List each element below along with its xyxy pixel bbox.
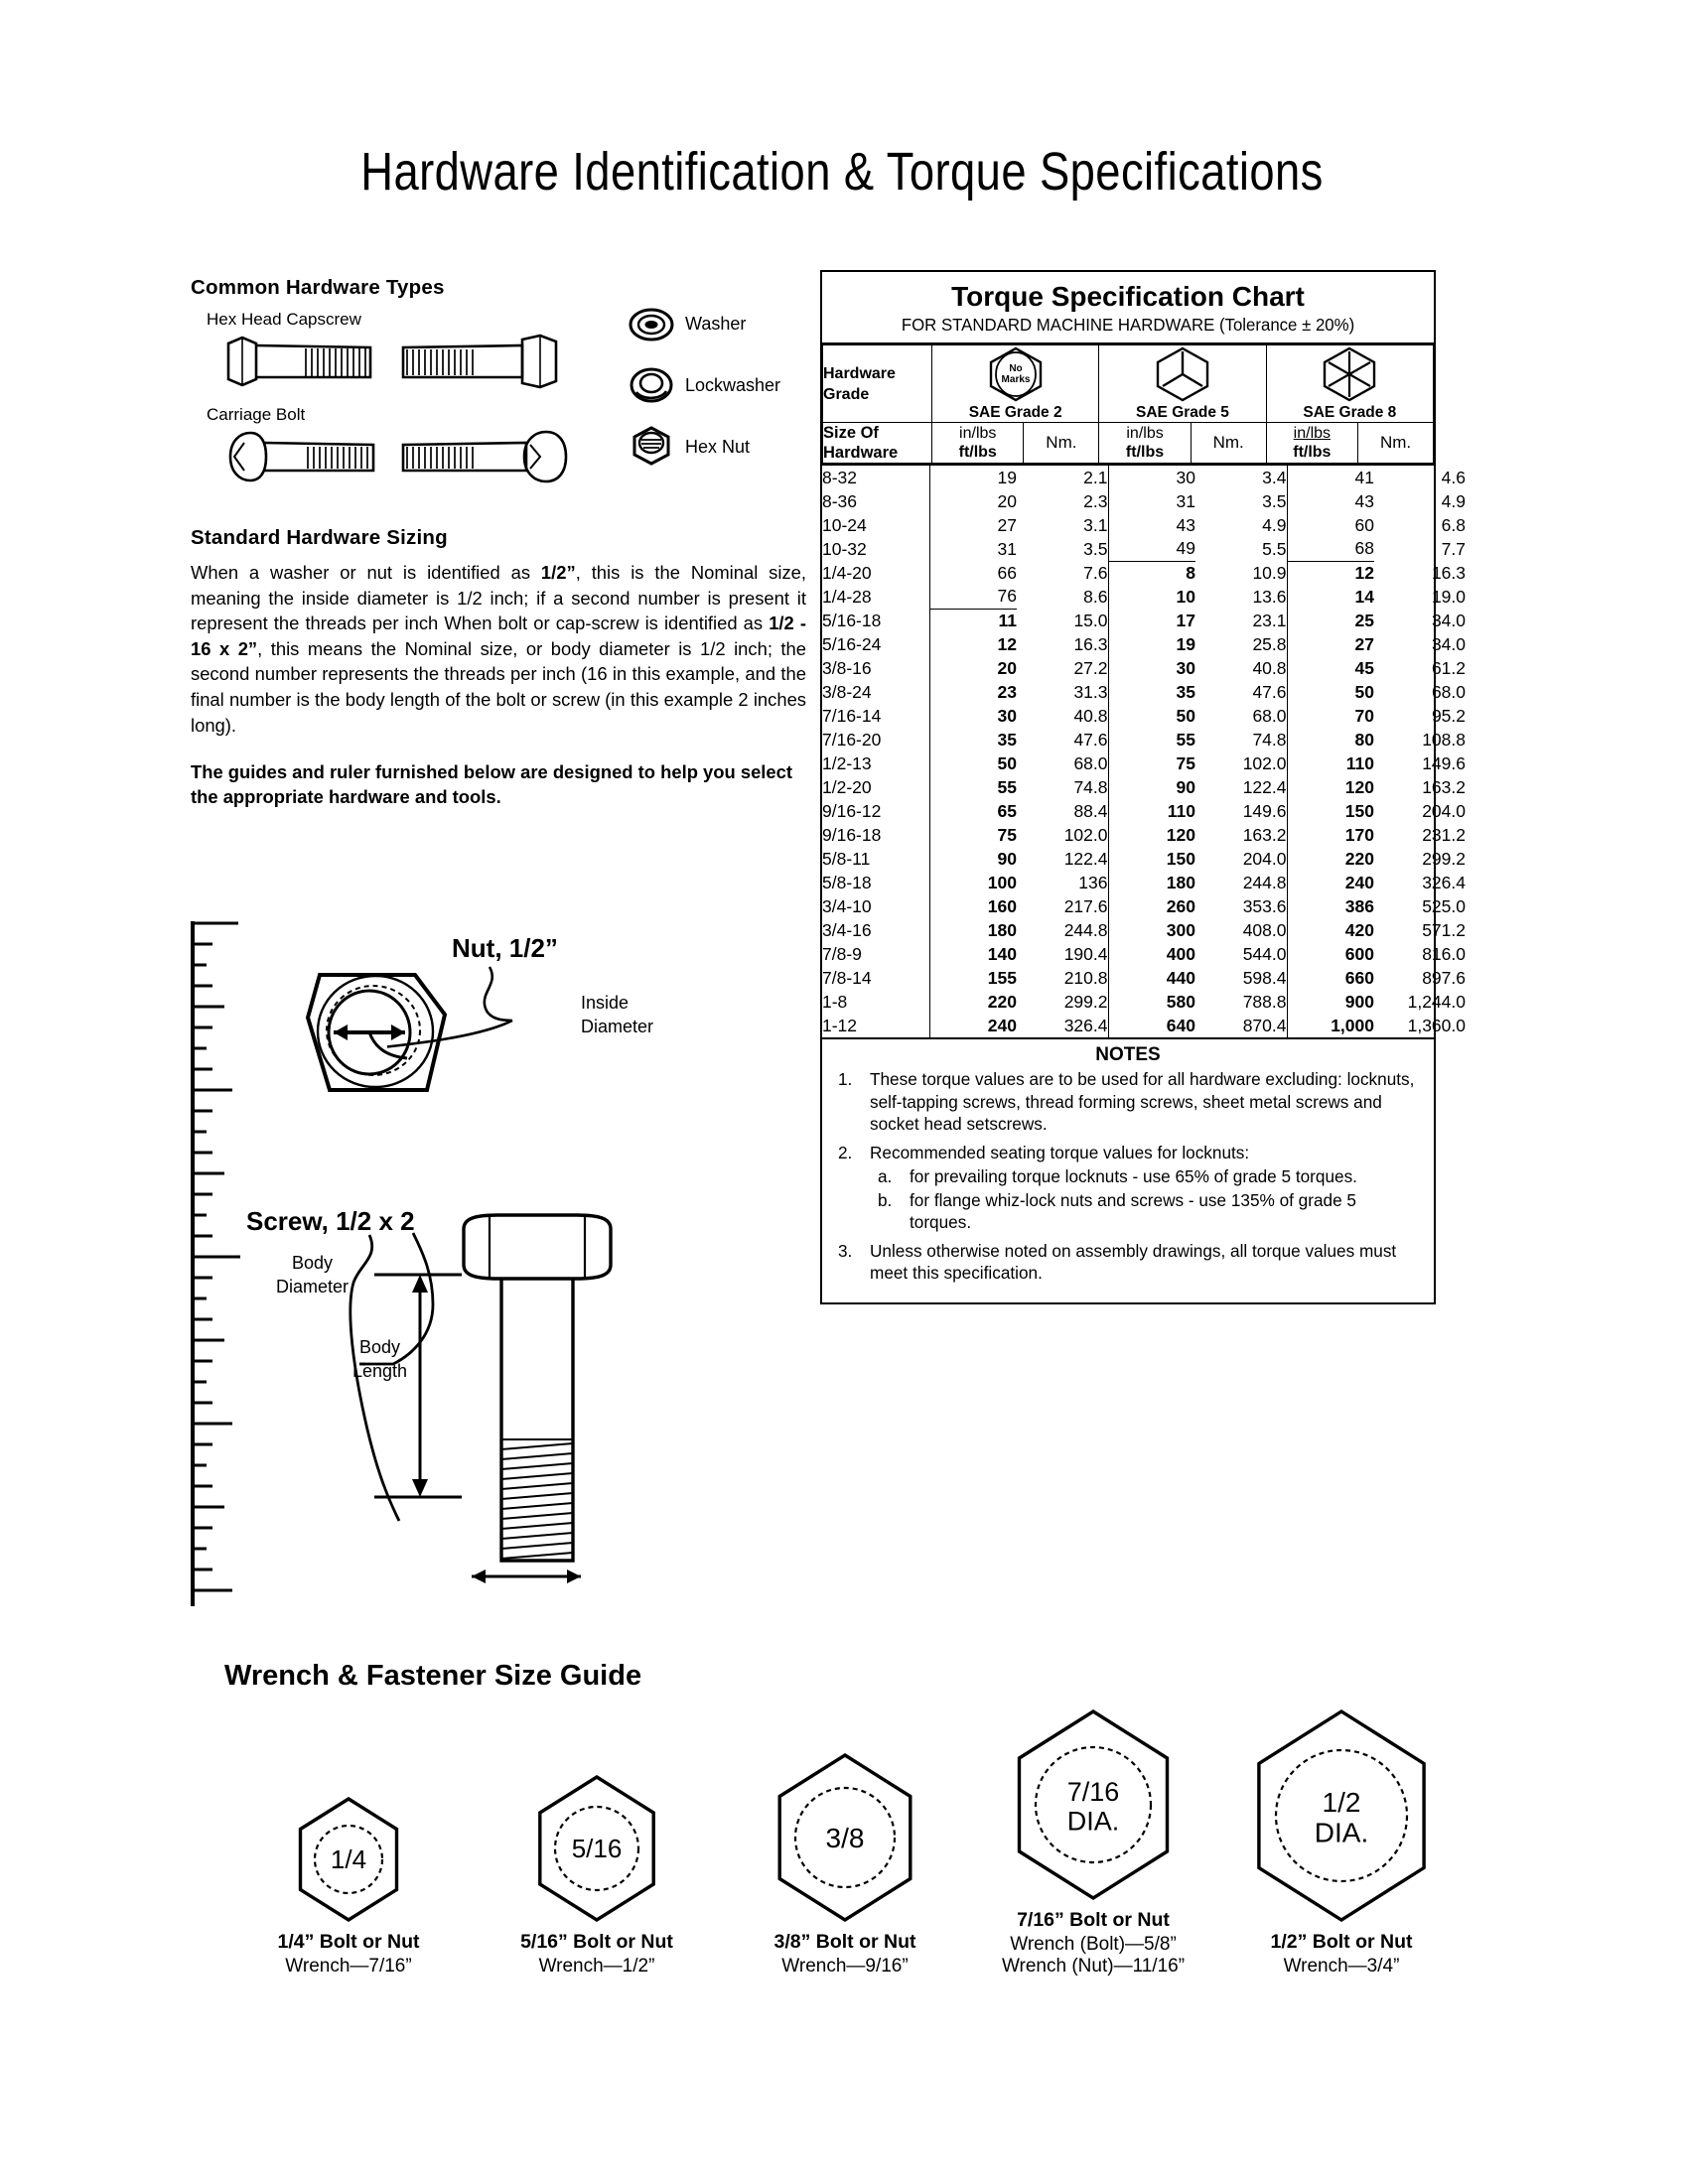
note-subitem xyxy=(870,1189,1422,1234)
grade2-name: SAE Grade 2 xyxy=(968,404,1062,421)
svg-text:Marks: Marks xyxy=(1001,374,1031,385)
table-row xyxy=(822,966,1466,990)
common-hardware-types-figure xyxy=(191,310,806,512)
table-row xyxy=(822,894,1466,918)
body-diameter-label: Body Diameter xyxy=(276,1253,350,1297)
table-cell: 40.8 xyxy=(1195,656,1287,680)
sizing-diagram-area xyxy=(189,913,824,1618)
wrench-guide-row xyxy=(224,1708,1466,1978)
table-cell: 76 xyxy=(929,585,1017,609)
size-of-hardware-header: Size Of Hardware xyxy=(823,423,932,464)
table-cell: 598.4 xyxy=(1195,966,1287,990)
table-cell: 140 xyxy=(987,943,1017,964)
table-cell: 100 xyxy=(987,872,1017,892)
svg-text:3/8: 3/8 xyxy=(825,1822,865,1853)
table-cell: 68 xyxy=(1287,537,1374,561)
wrench-guide-item xyxy=(473,1774,721,1978)
table-cell: 660 xyxy=(1344,967,1374,988)
table-cell: 4.9 xyxy=(1441,490,1466,511)
table-row xyxy=(822,847,1466,871)
wrench-item-wrench: Wrench—3/4” xyxy=(1283,1956,1400,1977)
table-cell: 31 xyxy=(1176,490,1195,511)
table-cell: 2.1 xyxy=(1017,466,1108,489)
table-cell: 43 xyxy=(1176,514,1195,535)
table-cell: 5.5 xyxy=(1195,537,1287,561)
table-cell: 66 xyxy=(997,562,1017,583)
table-cell: 17 xyxy=(1176,610,1195,630)
wrench-item-wrench: Wrench—1/2” xyxy=(538,1956,655,1977)
table-cell: 244.8 xyxy=(1017,918,1108,942)
table-cell: 5/8-18 xyxy=(822,871,929,894)
page-title: Hardware Identification & Torque Specifications xyxy=(360,142,1324,202)
wrench-guide-item xyxy=(1217,1708,1466,1978)
inch-ruler xyxy=(189,921,248,1606)
note-subnumber: a. xyxy=(878,1166,893,1186)
table-cell: 75 xyxy=(1176,752,1195,773)
table-cell: 1,244.0 xyxy=(1407,991,1466,1012)
grade2-unit-header: in/lbs ft/lbs xyxy=(932,423,1024,464)
table-cell: 47.6 xyxy=(1195,680,1287,704)
hex-outline-icon xyxy=(767,1752,923,1923)
table-cell: 90 xyxy=(997,848,1017,869)
grade5-name: SAE Grade 5 xyxy=(1136,404,1229,421)
table-cell: 5/16-24 xyxy=(822,632,929,656)
table-cell: 1/2-13 xyxy=(822,751,929,775)
table-cell: 640 xyxy=(1166,1015,1195,1035)
table-cell: 31.3 xyxy=(1017,680,1108,704)
table-cell: 102.0 xyxy=(1017,823,1108,847)
table-cell: 204.0 xyxy=(1195,847,1287,871)
table-cell: 70 xyxy=(1354,705,1374,726)
torque-notes xyxy=(822,1037,1434,1302)
table-cell: 870.4 xyxy=(1195,1014,1287,1037)
table-cell: 163.2 xyxy=(1422,776,1466,797)
table-cell: 50 xyxy=(1176,705,1195,726)
table-cell: 19.0 xyxy=(1431,586,1466,607)
note-subitem xyxy=(870,1165,1422,1188)
table-cell: 299.2 xyxy=(1017,990,1108,1014)
table-cell: 440 xyxy=(1166,967,1195,988)
table-cell: 353.6 xyxy=(1195,894,1287,918)
table-row xyxy=(822,537,1466,561)
table-cell: 3/8-16 xyxy=(822,656,929,680)
guides-note: The guides and ruler furnished below are designed to help you select the appropriate hardware and tools. xyxy=(191,761,792,808)
hex-outline-icon xyxy=(290,1796,407,1923)
standard-hardware-sizing-section xyxy=(191,526,806,809)
hex-nut-icon xyxy=(628,425,675,467)
table-cell: 120 xyxy=(1344,776,1374,797)
table-cell: 220 xyxy=(987,991,1017,1012)
note-text: Recommended seating torque values for locknuts: xyxy=(870,1142,1250,1162)
torque-specification-chart xyxy=(820,270,1466,1304)
table-cell: 231.2 xyxy=(1422,824,1466,845)
svg-text:DIA.: DIA. xyxy=(1314,1817,1369,1848)
table-cell: 155 xyxy=(987,967,1017,988)
grade8-name: SAE Grade 8 xyxy=(1303,404,1397,421)
hex-nut-label: Hex Nut xyxy=(685,437,751,457)
table-cell: 14 xyxy=(1354,586,1374,607)
table-cell: 2.3 xyxy=(1017,489,1108,513)
table-cell: 60 xyxy=(1354,514,1374,535)
table-cell: 3/4-16 xyxy=(822,918,929,942)
table-cell: 80 xyxy=(1354,729,1374,750)
table-row xyxy=(822,751,1466,775)
screw-label: Screw, 1/2 x 2 xyxy=(246,1206,415,1236)
table-cell: 120 xyxy=(1166,824,1195,845)
table-cell: 204.0 xyxy=(1422,800,1466,821)
table-cell: 74.8 xyxy=(1195,728,1287,751)
nut-label: Nut, 1/2” xyxy=(452,933,558,963)
note-subtext: for prevailing torque locknuts - use 65% of grade 5 torques. xyxy=(910,1166,1357,1186)
table-cell: 10-32 xyxy=(822,537,929,561)
grade2-header xyxy=(932,345,1099,423)
table-cell: 7/8-9 xyxy=(822,942,929,966)
table-cell: 19 xyxy=(1176,633,1195,654)
carriage-bolt-icon xyxy=(207,429,624,484)
wrench-item-size: 1/4” Bolt or Nut xyxy=(277,1931,420,1953)
table-cell: 7.7 xyxy=(1441,538,1466,559)
table-cell: 49 xyxy=(1108,537,1195,561)
table-cell: 50 xyxy=(997,752,1017,773)
table-cell: 75 xyxy=(997,824,1017,845)
grade2-nm-header: Nm. xyxy=(1024,423,1099,464)
wrench-item-wrench: Wrench—7/16” xyxy=(285,1956,412,1977)
table-cell: 27 xyxy=(1354,633,1374,654)
table-cell: 136 xyxy=(1017,871,1108,894)
table-cell: 68.0 xyxy=(1195,704,1287,728)
table-cell: 35 xyxy=(997,729,1017,750)
note-text: These torque values are to be used for all hardware excluding: locknuts, self-tapping screws, thread forming screws, sheet metal screws and socket head setscrews. xyxy=(870,1069,1415,1134)
table-cell: 8-36 xyxy=(822,489,929,513)
table-cell: 25 xyxy=(1354,610,1374,630)
table-row xyxy=(822,871,1466,894)
table-cell: 110 xyxy=(1345,752,1374,773)
table-cell: 47.6 xyxy=(1017,728,1108,751)
grade5-unit-header: in/lbs ft/lbs xyxy=(1099,423,1191,464)
table-cell: 7/16-14 xyxy=(822,704,929,728)
table-cell: 300 xyxy=(1166,919,1195,940)
torque-chart-header xyxy=(822,344,1434,464)
table-cell: 9/16-12 xyxy=(822,799,929,823)
table-cell: 4.6 xyxy=(1441,467,1466,487)
table-cell: 571.2 xyxy=(1422,919,1466,940)
table-cell: 4.9 xyxy=(1195,513,1287,537)
wrench-item-wrench-alt: Wrench (Nut)—11/16” xyxy=(1001,1956,1186,1977)
torque-chart-subtitle: FOR STANDARD MACHINE HARDWARE (Tolerance ± 20%) xyxy=(901,315,1355,335)
table-cell: 3.1 xyxy=(1017,513,1108,537)
note-subtext: for flange whiz-lock nuts and screws - use 135% of grade 5 torques. xyxy=(910,1189,1356,1232)
table-cell: 122.4 xyxy=(1195,775,1287,799)
table-cell: 217.6 xyxy=(1017,894,1108,918)
lockwasher-icon xyxy=(628,365,675,405)
grade2-hex-icon xyxy=(984,345,1048,403)
table-cell: 1/2-20 xyxy=(822,775,929,799)
wrench-fastener-size-guide xyxy=(224,1660,1466,1978)
note-number: 2. xyxy=(838,1142,853,1162)
table-cell: 408.0 xyxy=(1195,918,1287,942)
table-cell: 1,360.0 xyxy=(1407,1015,1466,1035)
table-row xyxy=(822,942,1466,966)
table-cell: 1,000 xyxy=(1331,1015,1374,1035)
table-cell: 5/16-18 xyxy=(822,609,929,632)
table-cell: 65 xyxy=(997,800,1017,821)
table-row xyxy=(822,823,1466,847)
table-cell: 3/8-24 xyxy=(822,680,929,704)
table-row xyxy=(822,704,1466,728)
note-subnumber: b. xyxy=(878,1189,893,1210)
wrench-item-size: 1/2” Bolt or Nut xyxy=(1270,1931,1413,1953)
table-cell: 816.0 xyxy=(1422,943,1466,964)
table-cell: 525.0 xyxy=(1422,895,1466,916)
nut-top-view-diagram xyxy=(268,953,487,1152)
svg-text:1/2: 1/2 xyxy=(1322,1787,1361,1818)
svg-text:7/16: 7/16 xyxy=(1066,1777,1120,1807)
table-row xyxy=(822,728,1466,751)
table-cell: 260 xyxy=(1166,895,1195,916)
table-cell: 13.6 xyxy=(1195,585,1287,609)
table-cell: 10-24 xyxy=(822,513,929,537)
hex-outline-icon xyxy=(528,1774,665,1923)
table-cell: 34.0 xyxy=(1431,633,1466,654)
table-cell: 27.2 xyxy=(1017,656,1108,680)
table-cell: 27 xyxy=(997,514,1017,535)
table-cell: 12 xyxy=(997,633,1017,654)
table-cell: 50 xyxy=(1354,681,1374,702)
hex-outline-icon xyxy=(1005,1708,1182,1901)
table-cell: 386 xyxy=(1344,895,1374,916)
table-cell: 45 xyxy=(1354,657,1374,678)
table-cell: 40.8 xyxy=(1017,704,1108,728)
table-cell: 580 xyxy=(1166,991,1195,1012)
table-row xyxy=(822,799,1466,823)
table-cell: 35 xyxy=(1176,681,1195,702)
table-cell: 90 xyxy=(1176,776,1195,797)
table-cell: 150 xyxy=(1166,848,1195,869)
wrench-item-size: 7/16” Bolt or Nut xyxy=(1017,1909,1170,1931)
note-number: 3. xyxy=(838,1240,853,1261)
table-cell: 7.6 xyxy=(1017,561,1108,585)
table-cell: 61.2 xyxy=(1431,657,1466,678)
body-length-label: Body Length xyxy=(352,1337,408,1381)
table-cell: 16.3 xyxy=(1017,632,1108,656)
svg-text:1/4: 1/4 xyxy=(330,1844,367,1875)
notes-title: NOTES xyxy=(1095,1044,1161,1065)
table-cell: 34.0 xyxy=(1431,610,1466,630)
table-cell: 8-32 xyxy=(822,466,929,489)
table-row xyxy=(822,1014,1466,1037)
carriage-bolt-label: Carriage Bolt xyxy=(207,405,306,424)
table-cell: 5/8-11 xyxy=(822,847,929,871)
grade5-nm-header: Nm. xyxy=(1191,423,1266,464)
table-cell: 1-8 xyxy=(822,990,929,1014)
table-cell: 3/4-10 xyxy=(822,894,929,918)
table-cell: 108.8 xyxy=(1422,729,1466,750)
table-cell: 102.0 xyxy=(1195,751,1287,775)
table-row xyxy=(822,609,1466,632)
table-cell: 544.0 xyxy=(1195,942,1287,966)
table-cell: 95.2 xyxy=(1431,705,1466,726)
table-cell: 16.3 xyxy=(1431,562,1466,583)
left-column xyxy=(191,276,806,809)
table-row xyxy=(822,513,1466,537)
table-row xyxy=(822,561,1466,585)
table-cell: 149.6 xyxy=(1195,799,1287,823)
table-cell: 8.6 xyxy=(1017,585,1108,609)
note-item xyxy=(834,1142,1422,1234)
note-item xyxy=(834,1068,1422,1136)
table-row xyxy=(822,632,1466,656)
table-cell: 10 xyxy=(1176,586,1195,607)
table-cell: 400 xyxy=(1166,943,1195,964)
table-cell: 299.2 xyxy=(1422,848,1466,869)
note-item xyxy=(834,1240,1422,1285)
standard-hardware-sizing-heading: Standard Hardware Sizing xyxy=(191,526,448,549)
wrench-item-wrench: Wrench—9/16” xyxy=(781,1956,909,1977)
table-cell: 7/8-14 xyxy=(822,966,929,990)
wrench-guide-item xyxy=(224,1796,473,1978)
table-row xyxy=(822,585,1466,609)
table-cell: 326.4 xyxy=(1422,872,1466,892)
table-cell: 190.4 xyxy=(1017,942,1108,966)
table-cell: 150 xyxy=(1344,800,1374,821)
grade5-hex-icon xyxy=(1151,345,1214,403)
table-cell: 1-12 xyxy=(822,1014,929,1037)
table-cell: 420 xyxy=(1344,919,1374,940)
table-cell: 68.0 xyxy=(1017,751,1108,775)
table-cell: 160 xyxy=(987,895,1017,916)
table-cell: 180 xyxy=(987,919,1017,940)
table-row xyxy=(822,990,1466,1014)
grade5-header xyxy=(1099,345,1266,423)
table-cell: 9/16-18 xyxy=(822,823,929,847)
table-cell: 12 xyxy=(1354,562,1374,583)
hex-head-capscrew-label: Hex Head Capscrew xyxy=(207,310,361,329)
table-cell: 30 xyxy=(1176,657,1195,678)
wrench-item-size: 3/8” Bolt or Nut xyxy=(773,1931,916,1953)
table-cell: 20 xyxy=(997,490,1017,511)
table-cell: 1/4-20 xyxy=(822,561,929,585)
note-number: 1. xyxy=(838,1069,853,1089)
table-cell: 30 xyxy=(1176,467,1195,487)
table-cell: 210.8 xyxy=(1017,966,1108,990)
table-cell: 23 xyxy=(997,681,1017,702)
table-cell: 897.6 xyxy=(1422,967,1466,988)
note-text: Unless otherwise noted on assembly drawings, all torque values must meet this specification. xyxy=(870,1240,1397,1283)
hex-outline-icon xyxy=(1243,1708,1440,1923)
table-cell: 3.5 xyxy=(1017,537,1108,561)
sizing-paragraph: When a washer or nut is identified as 1/2”, this is the Nominal size, meaning the inside diameter is 1/2 inch; if a second number is present it represent the threads per inch When bolt or cap-screw is identified as 1/2 - 16 x 2”, this means the Nominal size, or body diameter is 1/2 inch; the second number represents the threads per inch (16 in this example, and the final number is the body length of the bolt or screw (in this example 2 inches long). xyxy=(191,562,806,736)
table-cell: 240 xyxy=(1344,872,1374,892)
table-cell: 170 xyxy=(1344,824,1374,845)
svg-text:DIA.: DIA. xyxy=(1066,1806,1120,1837)
table-row xyxy=(822,918,1466,942)
table-cell: 25.8 xyxy=(1195,632,1287,656)
lockwasher-label: Lockwasher xyxy=(685,375,781,395)
inside-diameter-label: Inside Diameter xyxy=(581,993,654,1036)
svg-text:5/16: 5/16 xyxy=(571,1834,623,1864)
table-cell: 88.4 xyxy=(1017,799,1108,823)
table-cell: 149.6 xyxy=(1422,752,1466,773)
wrench-item-wrench: Wrench (Bolt)—5/8” xyxy=(1010,1934,1177,1955)
wrench-guide-heading: Wrench & Fastener Size Guide xyxy=(224,1660,642,1692)
table-cell: 19 xyxy=(997,467,1017,487)
table-cell: 244.8 xyxy=(1195,871,1287,894)
table-cell: 600 xyxy=(1344,943,1374,964)
table-cell: 110 xyxy=(1167,800,1195,821)
grade8-unit-header: in/lbs ft/lbs xyxy=(1266,423,1357,464)
table-row xyxy=(822,656,1466,680)
table-cell: 74.8 xyxy=(1017,775,1108,799)
table-cell: 11 xyxy=(998,610,1017,630)
wrench-guide-item xyxy=(969,1708,1217,1978)
table-cell: 900 xyxy=(1344,991,1374,1012)
table-cell: 788.8 xyxy=(1195,990,1287,1014)
grade8-nm-header: Nm. xyxy=(1358,423,1434,464)
table-cell: 180 xyxy=(1166,872,1195,892)
table-cell: 1/4-28 xyxy=(822,585,929,609)
grade8-hex-icon xyxy=(1318,345,1381,403)
wrench-item-size: 5/16” Bolt or Nut xyxy=(520,1931,673,1953)
table-cell: 6.8 xyxy=(1441,514,1466,535)
table-cell: 31 xyxy=(997,538,1017,559)
torque-chart-title: Torque Specification Chart xyxy=(951,281,1305,312)
grade8-header xyxy=(1266,345,1433,423)
table-cell: 3.4 xyxy=(1195,466,1287,489)
table-cell: 20 xyxy=(997,657,1017,678)
table-cell: 43 xyxy=(1354,490,1374,511)
table-cell: 10.9 xyxy=(1195,561,1287,585)
table-cell: 220 xyxy=(1344,848,1374,869)
torque-data-table xyxy=(822,466,1466,1037)
table-cell: 68.0 xyxy=(1431,681,1466,702)
washer-label: Washer xyxy=(685,314,747,334)
hardware-grade-header: Hardware Grade xyxy=(823,345,932,423)
table-cell: 41 xyxy=(1354,467,1374,487)
wrench-guide-item xyxy=(721,1752,969,1978)
table-cell: 23.1 xyxy=(1195,609,1287,632)
washer-icon xyxy=(628,306,675,343)
table-cell: 122.4 xyxy=(1017,847,1108,871)
table-cell: 55 xyxy=(1176,729,1195,750)
table-cell: 8 xyxy=(1186,562,1195,583)
table-row xyxy=(822,466,1466,489)
table-cell: 163.2 xyxy=(1195,823,1287,847)
table-row xyxy=(822,775,1466,799)
table-row xyxy=(822,489,1466,513)
common-hardware-types-heading: Common Hardware Types xyxy=(191,276,445,299)
table-cell: 326.4 xyxy=(1017,1014,1108,1037)
table-cell: 55 xyxy=(997,776,1017,797)
hex-head-capscrew-icon xyxy=(207,334,624,389)
table-cell: 30 xyxy=(997,705,1017,726)
table-cell: 240 xyxy=(987,1015,1017,1035)
svg-text:No: No xyxy=(1008,363,1023,374)
table-cell: 15.0 xyxy=(1017,609,1108,632)
table-row xyxy=(822,680,1466,704)
table-cell: 7/16-20 xyxy=(822,728,929,751)
table-cell: 3.5 xyxy=(1195,489,1287,513)
